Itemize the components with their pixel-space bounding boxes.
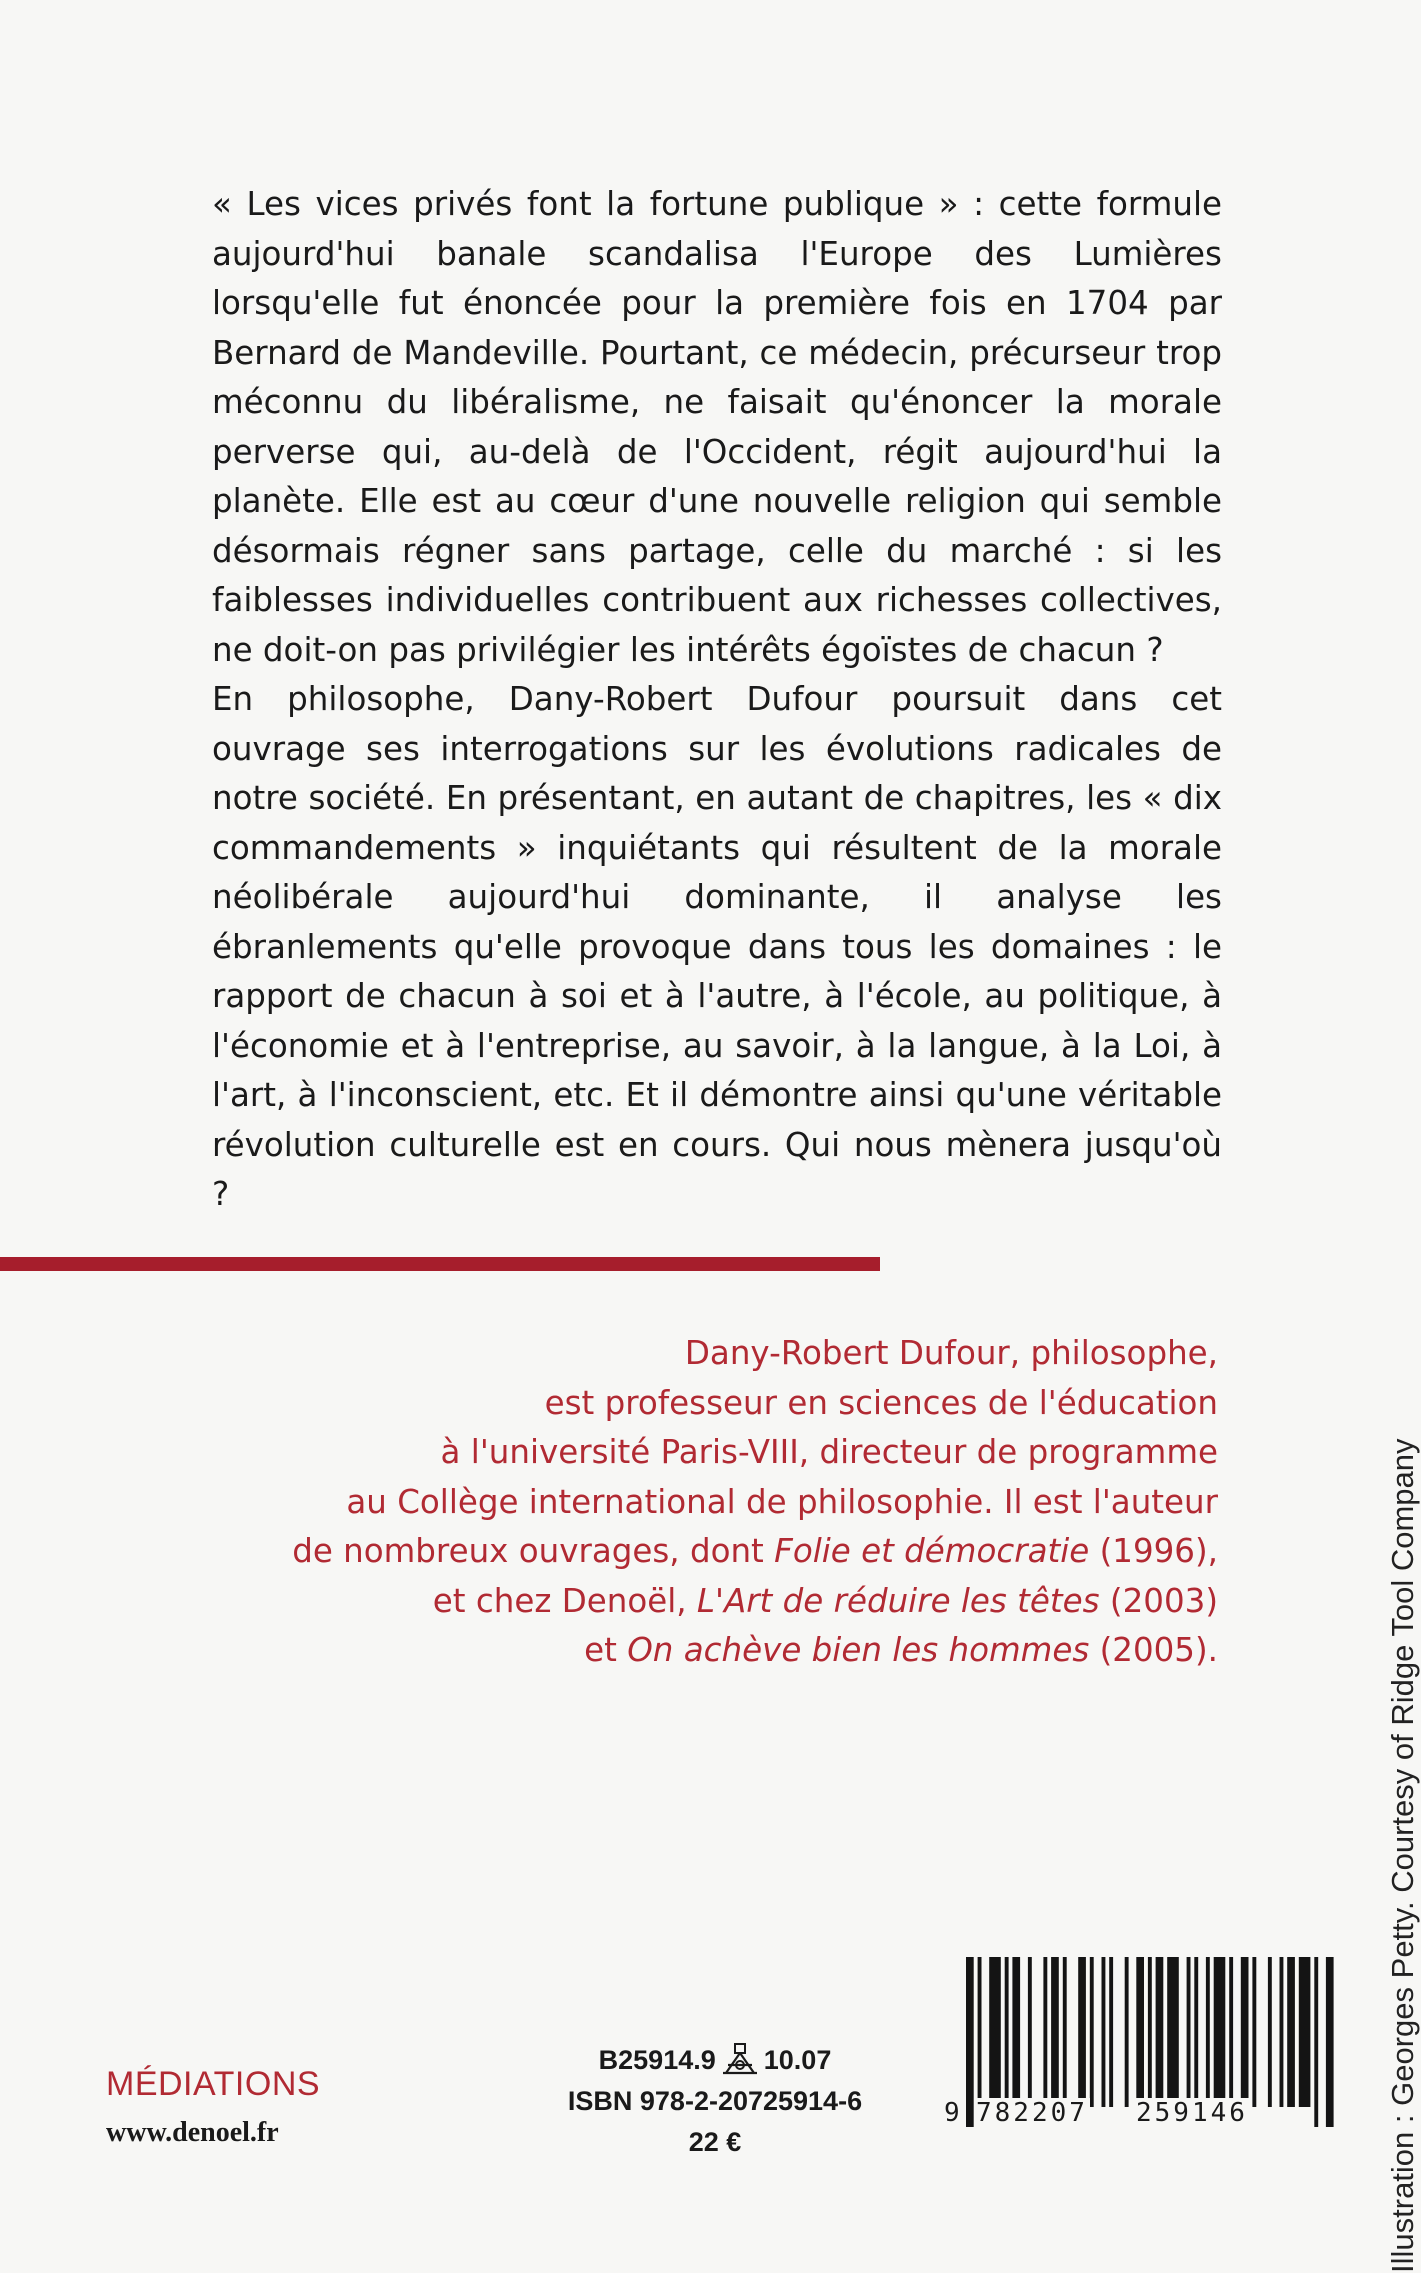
barcode-bar [1214, 1957, 1226, 2107]
barcode-bar [1090, 1957, 1094, 2107]
book-title-folie-et-democratie: Folie et démocratie [774, 1532, 1090, 1570]
bio-line-2: est professeur en sciences de l'éducation [544, 1383, 1218, 1422]
barcode-bar [1187, 1957, 1191, 2107]
red-divider-rule [0, 1257, 880, 1271]
book-title-art-de-reduire-les-tetes: L'Art de réduire les têtes [696, 1581, 1100, 1620]
bio-line-6-year: (2003) [1099, 1581, 1218, 1620]
reference-code-row [540, 2040, 890, 2081]
barcode-bar [1206, 1957, 1210, 2107]
bio-line-5-year: (1996), [1089, 1532, 1218, 1570]
isbn-barcode [944, 1957, 1293, 2137]
barcode-bar [966, 1957, 974, 2127]
back-cover-blurb [212, 180, 1222, 1220]
bio-line-4: au Collège international de philosophie. Il est l'auteur [346, 1482, 1218, 1521]
barcode-bar [1051, 1957, 1059, 2107]
barcode-left-digits: 782207 [976, 2098, 1088, 2128]
isbn: ISBN 978-2-20725914-6 [567, 2086, 863, 2116]
barcode-right-digits: 259146 [1136, 2098, 1248, 2128]
bio-line-7 [200, 1626, 1218, 1676]
illustration-credit: Illustration : Georges Petty. Courtesy of Ridge Tool Company [1385, 1438, 1420, 2273]
publisher-logo-icon [720, 2043, 760, 2077]
reference-code: B25914.9 [598, 2045, 716, 2075]
barcode-bar [1005, 1957, 1009, 2107]
author-bio [200, 1329, 1218, 1676]
barcode-bar [1012, 1957, 1020, 2107]
price: 22 € [688, 2127, 742, 2157]
bio-line-6 [200, 1577, 1218, 1627]
barcode-bar [1156, 1957, 1164, 2107]
barcode-bar [1109, 1957, 1113, 2107]
barcode-bar [1043, 1957, 1047, 2107]
barcode-bar [1268, 1957, 1272, 2107]
barcode-bar [1063, 1957, 1067, 2107]
book-title-on-acheve-bien-les-hommes: On achève bien les hommes [627, 1631, 1090, 1669]
bio-line-5-text: de nombreux ouvrages, dont [292, 1532, 775, 1570]
bio-line-6-text: et chez Denoël, [432, 1581, 697, 1620]
barcode-bar [989, 1957, 1001, 2107]
barcode-bar [1241, 1957, 1249, 2107]
blurb-paragraph-2: En philosophe, Dany-Robert Dufour poursuit dans cet ouvrage ses interrogations sur les évolutions radicales de notre société. En présentant, en autant de chapitres, les « dix commandements » inquiétants qui résultent de la morale néolibérale aujourd'hui dominante, il analyse les ébranlements qu'elle provoque dans tous les domaines : le rapport de chacun à soi et à l'autre, à l'école, au politique, à l'économie et à l'entreprise, au savoir, à la langue, à la Loi, à l'art, à l'inconscient, etc. Et il démontre ainsi qu'une véritable révolution culturelle est en cours. Qui nous mènera jusqu'où ? [212, 680, 1222, 1213]
barcode-bar [1167, 1957, 1179, 2107]
bio-line-5 [200, 1527, 1218, 1577]
barcode-first-digit: 9 [944, 2098, 960, 2128]
collection-name: MÉDIATIONS [106, 2065, 321, 2103]
barcode-bar [1125, 1957, 1129, 2107]
barcode-bar [1326, 1957, 1334, 2127]
barcode-bar [1194, 1957, 1198, 2107]
bio-line-7-year: (2005). [1089, 1631, 1218, 1669]
barcode-bar [1229, 1957, 1233, 2107]
barcode-bar [1287, 1957, 1295, 2107]
barcode-bar [1314, 1957, 1318, 2127]
barcode-bar [1028, 1957, 1032, 2107]
bio-line-7-text: et [584, 1631, 628, 1669]
barcode-bar [1078, 1957, 1086, 2107]
bio-line-3: à l'université Paris-VIII, directeur de programme [440, 1433, 1218, 1471]
book-codes [540, 2040, 890, 2163]
barcode-bar [1280, 1957, 1284, 2107]
barcode-bar [1299, 1957, 1311, 2107]
publisher-website: www.denoel.fr [106, 2117, 279, 2148]
barcode-bar [1102, 1957, 1106, 2107]
edition-date-code: 10.07 [763, 2045, 832, 2075]
barcode-bar [1252, 1957, 1256, 2107]
blurb-paragraph-1: « Les vices privés font la fortune publique » : cette formule aujourd'hui banale scandalisa l'Europe des Lumières lorsqu'elle fut énoncée pour la première fois en 1704 par Bernard de Mandeville. Pourtant, ce médecin, précurseur trop méconnu du libéralisme, ne faisait qu'énoncer la morale perverse qui, au-delà de l'Occident, régit aujourd'hui la planète. Elle est au cœur d'une nouvelle religion qui semble désormais régner sans partage, celle du marché : si les faiblesses individuelles contribuent aux richesses collectives, ne doit-on pas privilégier les intérêts égoïstes de chacun ? [212, 185, 1222, 669]
bio-line-1: Dany-Robert Dufour, philosophe, [684, 1334, 1218, 1372]
